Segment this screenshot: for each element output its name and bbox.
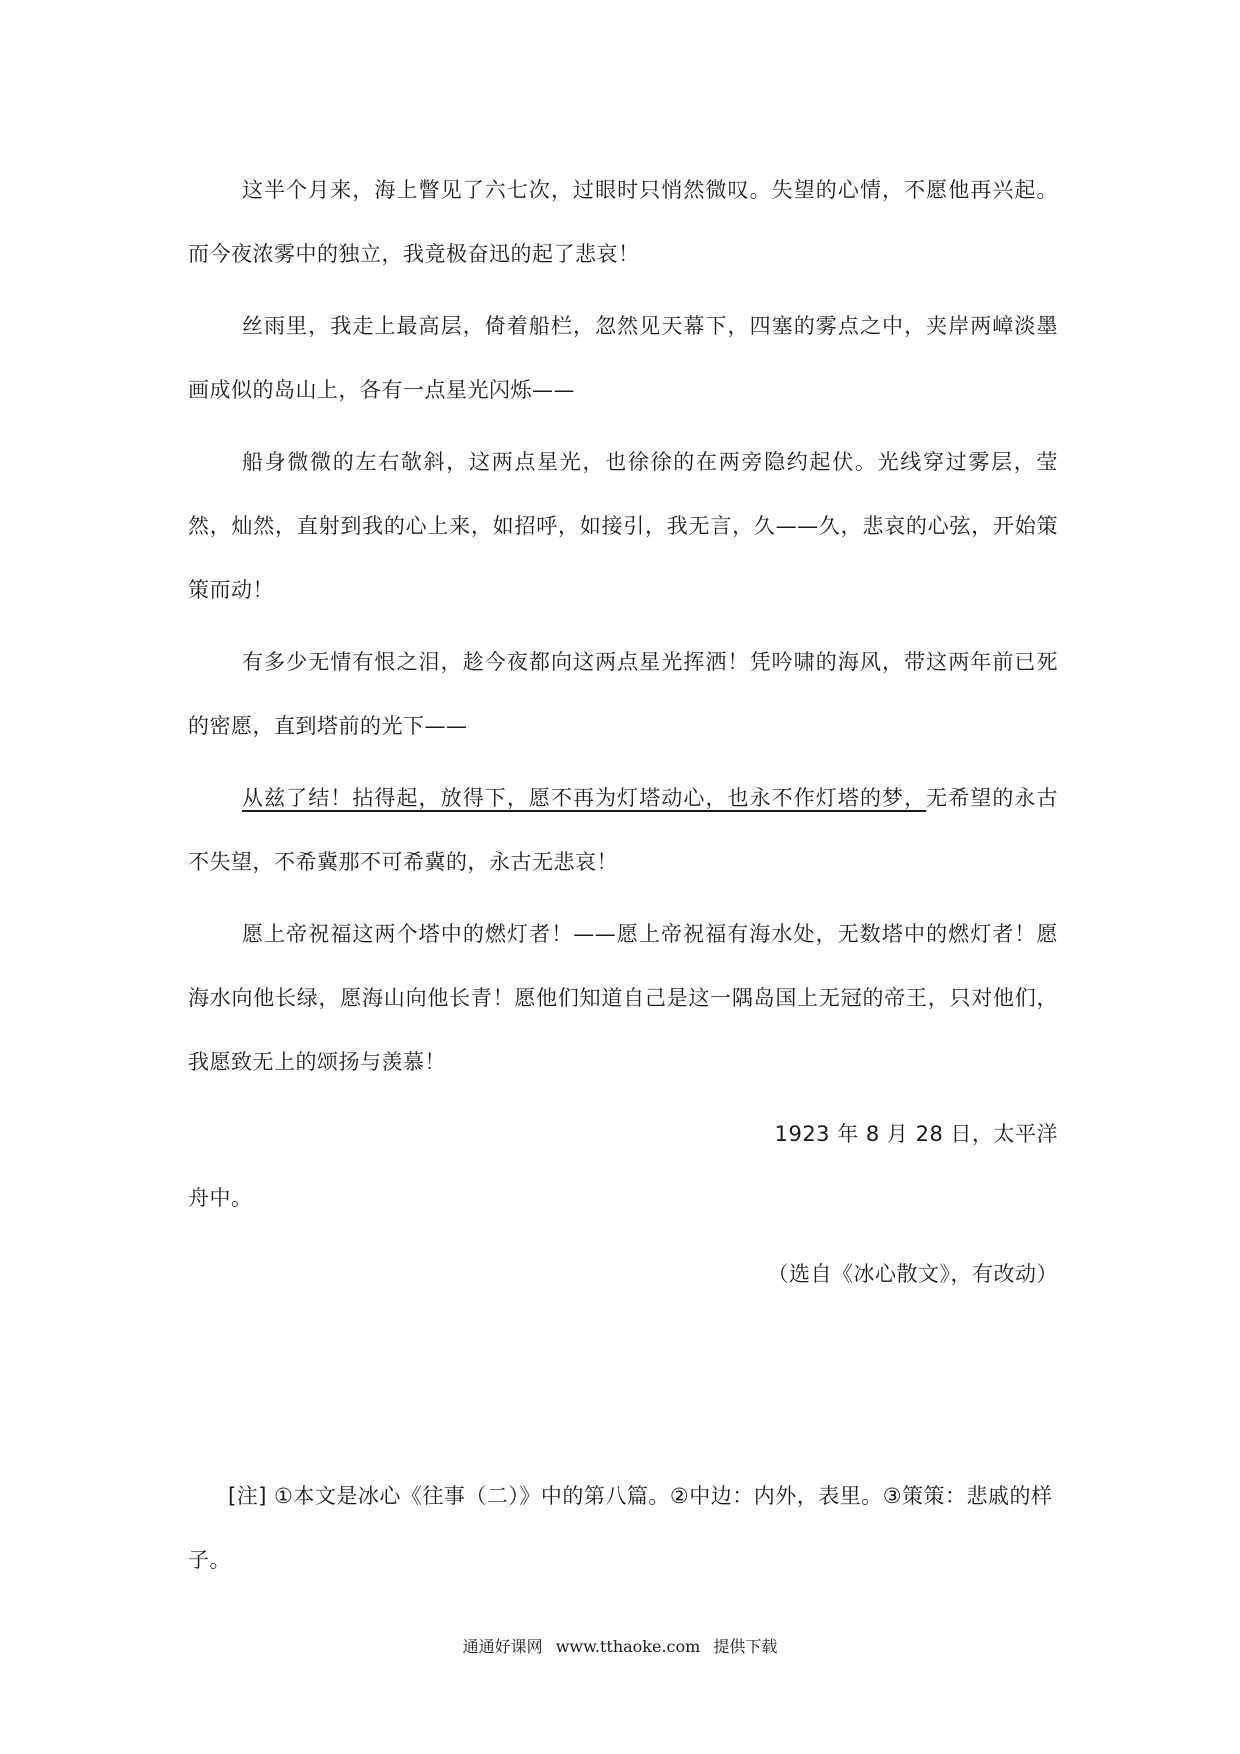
- dateline: 1923 年 8 月 28 日，太平洋: [774, 1122, 1058, 1146]
- footer-site-name: 通通好课网: [462, 1637, 543, 1656]
- underlined-sentence: 从兹了结！拈得起，放得下，愿不再为灯塔动心，也永不作灯塔的梦，: [242, 786, 927, 810]
- source-citation: （选自《冰心散文》，有改动）: [767, 1262, 1058, 1286]
- paragraph-1: 这半个月来，海上瞥见了六七次，过眼时只悄然微叹。失望的心情，不愿他再兴起。而今夜浓雾中的独立，我竟极奋迅的起了悲哀！: [188, 178, 1058, 266]
- paragraph-5: [188, 766, 1058, 894]
- footer-suffix: 提供下载: [713, 1637, 778, 1656]
- essay-body: [188, 158, 1058, 1306]
- dateline-continuation: 舟中。: [188, 1186, 253, 1210]
- footnote: [注] ①本文是冰心《往事（二）》中的第八篇。②中边：内外，表里。③策策：悲戚的样子。: [188, 1484, 1053, 1572]
- paragraph-2: 丝雨里，我走上最高层，倚着船栏，忽然见天幕下，四塞的雾点之中，夹岸两嶂淡墨画成似的岛山上，各有一点星光闪烁——: [188, 314, 1058, 402]
- paragraph-6: 愿上帝祝福这两个塔中的燃灯者！——愿上帝祝福有海水处，无数塔中的燃灯者！愿海水向他长绿，愿海山向他长青！愿他们知道自己是这一隅岛国上无冠的帝王，只对他们，我愿致无上的颂扬与羡慕！: [188, 922, 1058, 1074]
- paragraph-3: 船身微微的左右欹斜，这两点星光，也徐徐的在两旁隐约起伏。光线穿过雾层，莹然，灿然，直射到我的心上来，如招呼，如接引，我无言，久——久，悲哀的心弦，开始策策而动！: [188, 450, 1058, 602]
- footer-url[interactable]: www.tthaoke.com: [555, 1637, 701, 1656]
- page-footer: [0, 1634, 1240, 1657]
- paragraph-5-rest: 无希望的永古不失望，不希冀那不可希冀的，永古无悲哀！: [188, 786, 1059, 874]
- paragraph-4: 有多少无情有恨之泪，趁今夜都向这两点星光挥洒！凭吟啸的海风，带这两年前已死的密愿，直到塔前的光下——: [188, 650, 1058, 738]
